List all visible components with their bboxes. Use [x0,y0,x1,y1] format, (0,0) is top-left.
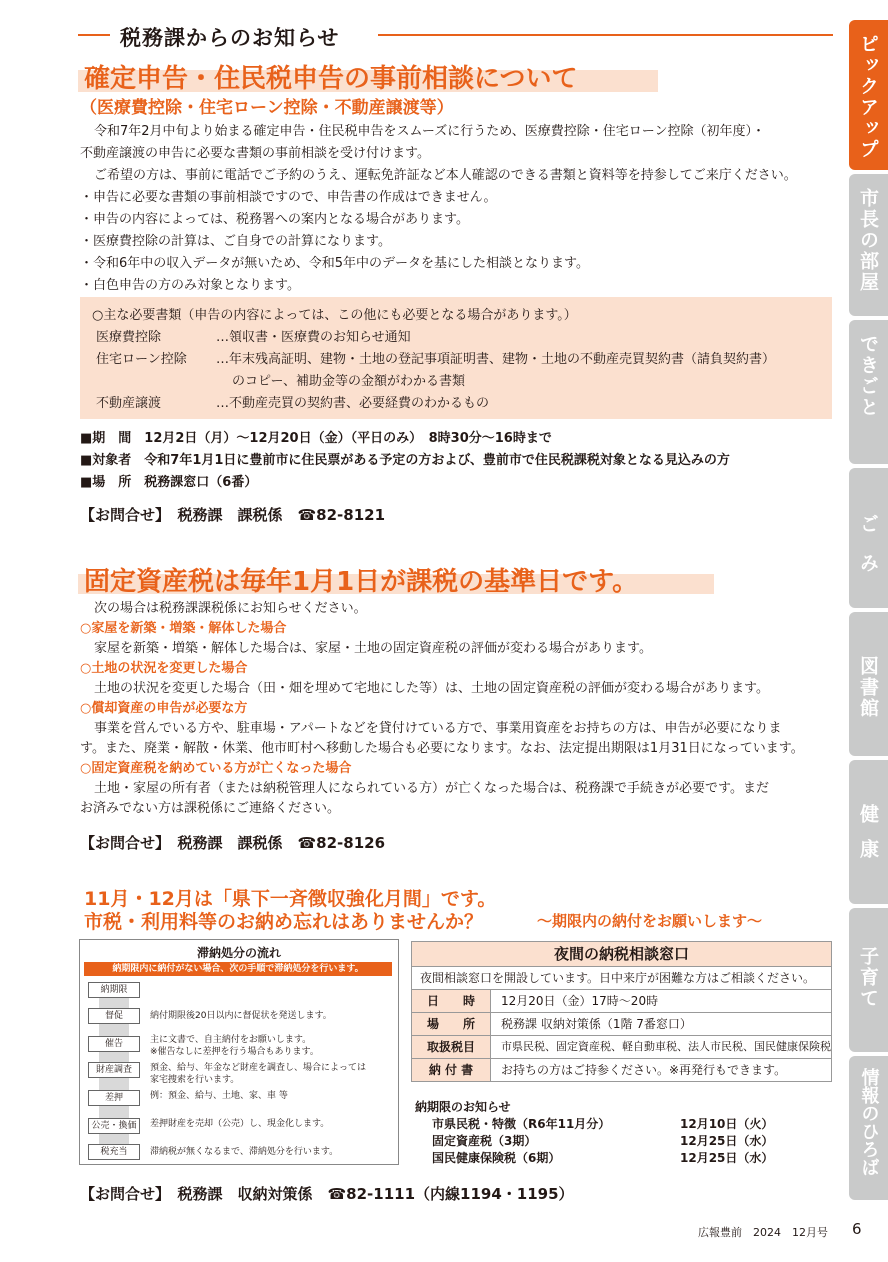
article1-intro-1: 令和7年2月中旬より始まる確定申告・住民税申告をスムーズに行うため、医療費控除・住宅ローン控除（初年度）・ [94,124,765,139]
flow-arrow [99,1024,129,1036]
article1-intro-2: 不動産譲渡の申告に必要な書類の事前相談を受け付けます。 [80,146,430,161]
tab-label: 市長の部屋 [857,188,879,293]
article2-intro: 次の場合は税務課課税係にお知らせください。 [94,601,367,616]
article1-bullet: ・白色申告の方のみ対象となります。 [80,278,300,293]
sidebar-tab-info[interactable] [849,1056,888,1200]
night-consultation-table [411,941,832,1082]
flow-title: 滞納処分の流れ [196,946,281,960]
tab-label: 情報のひろば [858,1068,880,1176]
flow-step-text: 差押財産を売却（公売）し、現金化します。 [150,1119,330,1129]
flow-step: 催告 [88,1036,140,1052]
due-name: 固定資産税（3期） [432,1134,537,1148]
night-key: 取扱税目 [412,1036,491,1058]
sidebar-tab-library[interactable] [849,612,888,756]
period: ■期 間 12月2日（月）～12月20日（金）（平日のみ） 8時30分～16時まで [80,431,552,446]
article3-title-line2: 市税・利用料等のお納め忘れはありませんか？ [84,911,484,933]
sidebar-tab-health[interactable] [849,760,888,904]
sidebar-tab-pickup[interactable] [849,20,888,170]
flow-step: 差押 [88,1090,140,1106]
flow-step: 税充当 [88,1144,140,1160]
doc-label: 不動産譲渡 [96,396,162,411]
case-text: 土地の状況を変更した場合（田・畑を埋めて宅地にした等）は、土地の固定資産税の評価が変わる場合があります。 [94,681,769,696]
night-value: 税務課 収納対策係（1階 7番窓口） [501,1017,692,1031]
heading-rule-left [78,34,110,36]
flow-banner: 納期限内に納付がない場合、次の手順で滞納処分を行います。 [84,962,392,976]
night-row [411,990,832,1013]
article1-bullet: ・令和6年中の収入データが無いため、令和5年中のデータを基にした相談となります。 [80,256,589,271]
due-name: 国民健康保険税（6期） [432,1151,561,1165]
night-key: 日 時 [412,990,491,1012]
night-title: 夜間の納税相談窓口 [411,941,832,967]
night-key: 場 所 [412,1013,491,1035]
article1-intro-3: ご希望の方は、事前に電話でご予約のうえ、運転免許証など本人確認のできる書類と資料等を持参してご来庁ください。 [94,168,797,183]
due-name: 市県民税・特徴（R6年11月分） [432,1117,611,1131]
night-row [411,1059,832,1082]
flow-step: 督促 [88,1008,140,1024]
heading-rule-right [378,34,833,36]
flow-step-text: 例：預金、給与、土地、家、車 等 [150,1091,288,1101]
publication-info: 広報豊前 2024 12月号 [698,1226,828,1239]
case-heading: ○土地の状況を変更した場合 [80,661,248,676]
night-value: 12月20日（金）17時～20時 [501,994,659,1008]
tab-label: ごみ [857,514,879,592]
docs-header: ○主な必要書類（申告の内容によっては、この他にも必要となる場合があります。） [92,308,577,323]
target: ■対象者 令和7年1月1日に豊前市に住民票がある予定の方および、豊前市で住民税課税対象となる見込みの方 [80,453,730,468]
flow-step: 財産調査 [88,1062,140,1078]
article2-title: 固定資産税は毎年1月1日が課税の基準日です。 [84,567,639,597]
due-title: 納期限のお知らせ [415,1100,511,1114]
sidebar-tab-events[interactable] [849,320,888,464]
night-row [411,1036,832,1059]
case-text: 家屋を新築・増築・解体した場合は、家屋・土地の固定資産税の評価が変わる場合があります。 [94,641,652,656]
due-date: 12月25日（水） [680,1151,774,1165]
page-number: 6 [852,1220,862,1238]
tab-label: 子育て [857,946,879,1009]
doc-text: のコピー、補助金等の金額がわかる書類 [232,374,465,389]
flow-step-text: 主に文書で、自主納付をお願いします。 ※催告なしに差押を行う場合もあります。 [150,1035,319,1057]
tab-label: ピックアップ [857,34,879,160]
due-date: 12月10日（火） [680,1117,774,1131]
flow-arrow [99,1106,129,1118]
tab-label: できごと [857,334,879,418]
article1-bullet: ・申告に必要な書類の事前相談ですので、申告書の作成はできません。 [80,190,497,205]
sidebar-tab-childcare[interactable] [849,908,888,1052]
flow-step-text: 納付期限後20日以内に督促状を発送します。 [150,1011,332,1021]
article1-bullet: ・申告の内容によっては、税務署への案内となる場合があります。 [80,212,469,227]
delinquency-flow-box [79,939,399,1165]
article1-subtitle: （医療費控除・住宅ローン控除・不動産譲渡等） [80,98,454,118]
flow-step-text: 滞納税が無くなるまで、滞納処分を行います。 [150,1147,339,1157]
night-value: 市県民税、固定資産税、軽自動車税、法人市民税、国民健康保険税 [501,1040,831,1053]
night-key: 納 付 書 [412,1059,491,1081]
case-text: 土地・家屋の所有者（または納税管理人になられている方）が亡くなった場合は、税務課で手続きが必要です。まだ [94,781,769,796]
case-text: 事業を営んでいる方や、駐車場・アパートなどを貸付けている方で、事業用資産をお持ちの方は、申告が必要になりま [94,721,782,736]
doc-label: 医療費控除 [96,330,162,345]
sidebar-tab-garbage[interactable] [849,468,888,608]
night-row [411,1013,832,1036]
case-text: す。また、廃業・解散・休業、他市町村へ移動した場合も必要になります。なお、法定提出期限は1月31日になっています。 [80,741,804,756]
flow-step: 納期限 [88,982,140,998]
night-value: お持ちの方はご持参ください。※再発行もできます。 [501,1063,787,1077]
case-heading: ○償却資産の申告が必要な方 [80,701,248,716]
case-heading: ○固定資産税を納めている方が亡くなった場合 [80,761,352,776]
doc-text: …不動産売買の契約書、必要経費のわかるもの [216,396,490,411]
doc-text: …領収書・医療費のお知らせ通知 [216,330,411,345]
article1-contact: 【お問合せ】 税務課 課税係 ☎82-8121 [80,506,386,524]
flow-step-text: 預金、給与、年金など財産を調査し、場合によっては 家宅捜索を行います。 [150,1063,367,1085]
due-date: 12月25日（水） [680,1134,774,1148]
doc-text: …年末残高証明、建物・土地の登記事項証明書、建物・土地の不動産売買契約書（請負契約書） [216,352,776,367]
case-text: お済みでない方は課税係にご連絡ください。 [80,801,341,816]
article3-title-tail: ～期限内の納付をお願いします～ [537,912,763,930]
doc-label: 住宅ローン控除 [96,352,187,367]
required-documents-box [80,297,832,419]
sidebar-tab-mayor[interactable] [849,174,888,316]
article1-title: 確定申告・住民税申告の事前相談について [84,64,578,94]
tab-label: 健康 [857,804,879,874]
article3-contact: 【お問合せ】 税務課 収納対策係 ☎82-1111（内線1194・1195） [80,1185,574,1203]
section-heading: 税務課からのお知らせ [120,26,340,50]
article2-contact: 【お問合せ】 税務課 課税係 ☎82-8126 [80,834,386,852]
article3-title-line1: 11月・12月は「県下一斉徴収強化月間」です。 [84,888,497,910]
flow-arrow [99,1078,129,1090]
article1-bullet: ・医療費控除の計算は、ご自身での計算になります。 [80,234,391,249]
flow-step: 公売・換価 [88,1118,140,1134]
place: ■場 所 税務課窓口（6番） [80,475,258,490]
tab-label: 図書館 [857,656,879,719]
case-heading: ○家屋を新築・増築・解体した場合 [80,621,287,636]
night-intro: 夜間相談窓口を開設しています。日中来庁が困難な方はご相談ください。 [411,967,832,990]
